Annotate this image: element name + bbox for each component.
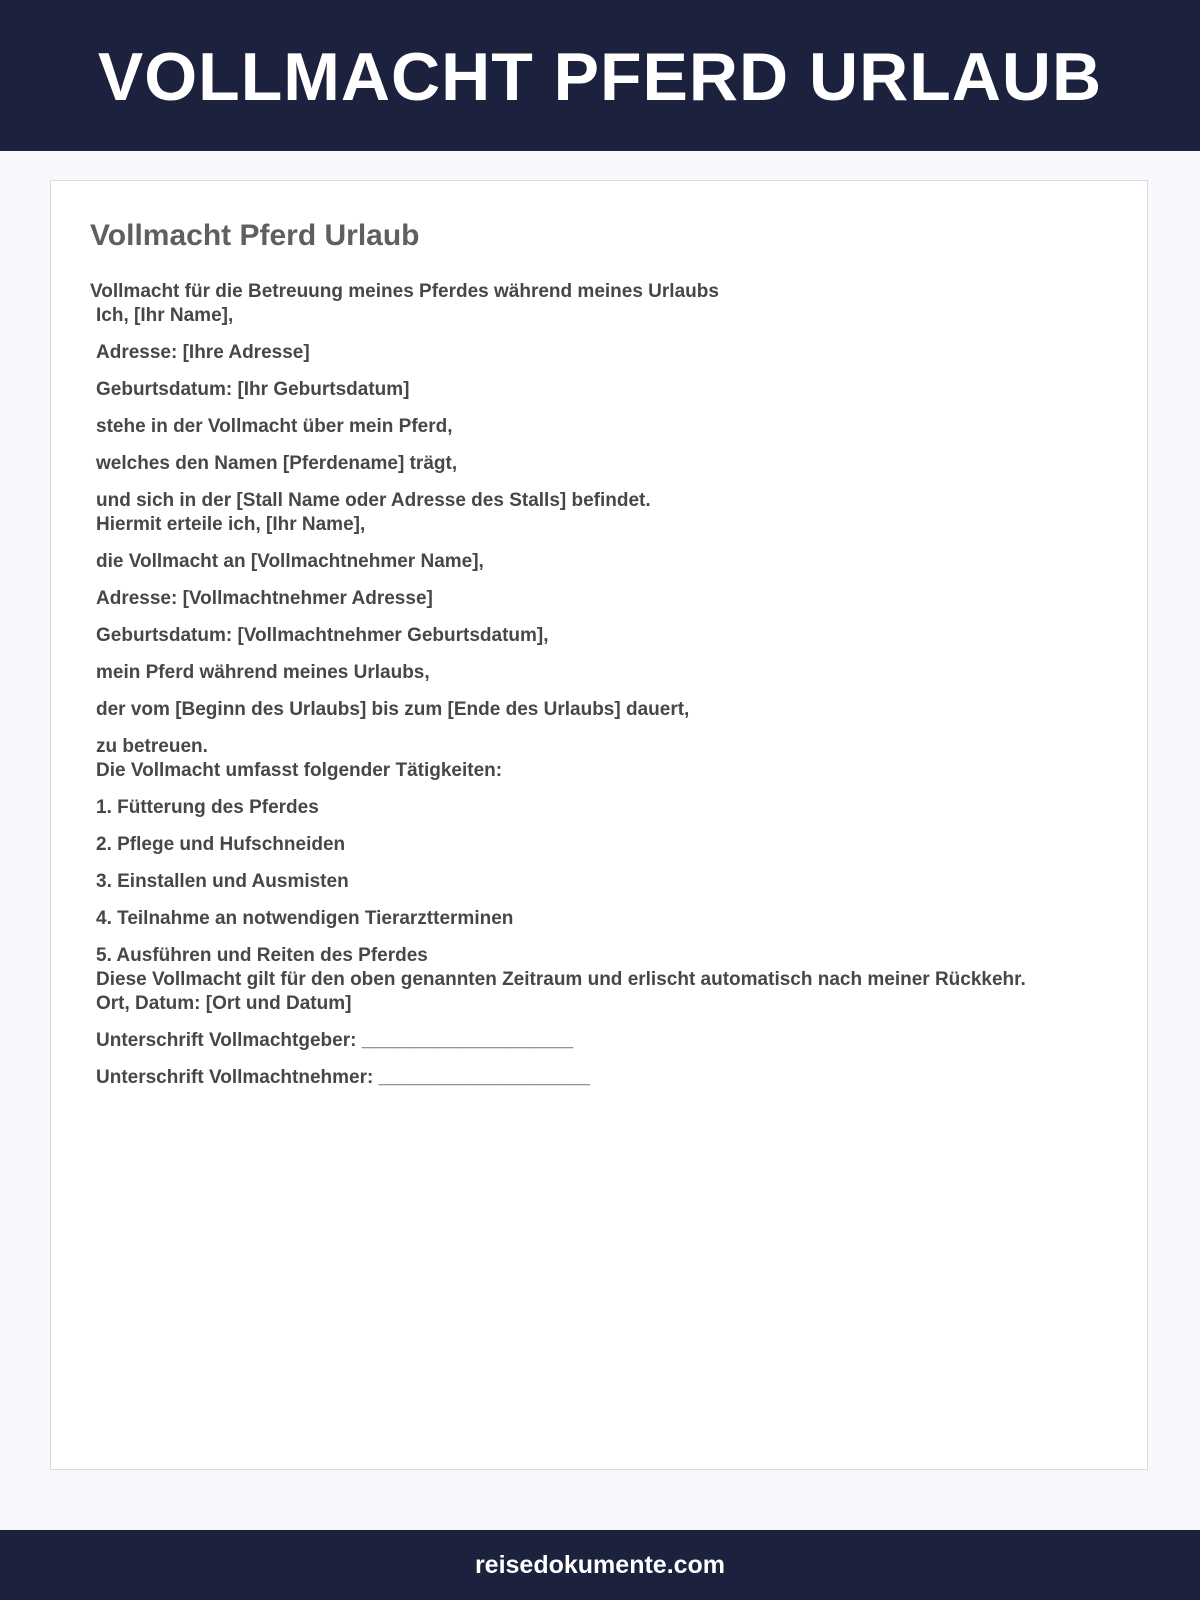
text-line: und sich in der [Stall Name oder Adresse des Stalls] befindet. — [96, 490, 651, 511]
footer-bar — [0, 1530, 1200, 1600]
header-banner — [0, 0, 1200, 151]
banner-title: VOLLMACHT PFERD URLAUB — [97, 38, 1103, 115]
text-line: stehe in der Vollmacht über mein Pferd, — [96, 416, 453, 437]
text-line: Adresse: [Ihre Adresse] — [96, 342, 310, 363]
section-activities — [90, 759, 1120, 968]
section-validity — [90, 968, 1120, 992]
text-line: der vom [Beginn des Urlaubs] bis zum [Ende des Urlaubs] dauert, — [96, 699, 690, 720]
text-line: Adresse: [Vollmachtnehmer Adresse] — [96, 588, 433, 609]
list-item: 3. Einstallen und Ausmisten — [96, 871, 349, 892]
section-grantee — [90, 513, 1120, 759]
text-line: Diese Vollmacht gilt für den oben genannten Zeitraum und erlischt automatisch nach meiner Rückkehr. — [96, 969, 1026, 990]
list-item: 1. Fütterung des Pferdes — [96, 797, 319, 818]
list-item: 4. Teilnahme an notwendigen Tierarztterminen — [96, 908, 514, 929]
document-card — [50, 180, 1148, 1470]
text-line: die Vollmacht an [Vollmachtnehmer Name], — [96, 551, 484, 572]
document-subtitle: Vollmacht für die Betreuung meines Pferdes während meines Urlaubs — [90, 281, 719, 302]
section-grantor — [90, 304, 1120, 513]
document-heading: Vollmacht Pferd Urlaub — [90, 219, 420, 252]
text-line: Die Vollmacht umfasst folgender Tätigkeiten: — [96, 760, 503, 781]
text-line: Ich, [Ihr Name], — [96, 305, 234, 326]
grantor-signature-line: Unterschrift Vollmachtgeber: ____________________ — [96, 1030, 574, 1051]
place-date-line: Ort, Datum: [Ort und Datum] — [96, 993, 352, 1014]
document-body — [90, 280, 1120, 1090]
text-line: Geburtsdatum: [Vollmachtnehmer Geburtsdatum], — [96, 625, 549, 646]
text-line: zu betreuen. — [96, 736, 208, 757]
list-item: 5. Ausführen und Reiten des Pferdes — [96, 945, 428, 966]
section-signatures — [90, 992, 1120, 1090]
footer-site-link[interactable]: reisedokumente.com — [474, 1550, 726, 1579]
text-line: welches den Namen [Pferdename] trägt, — [96, 453, 458, 474]
grantee-signature-line: Unterschrift Vollmachtnehmer: ____________________ — [96, 1067, 590, 1088]
list-item: 2. Pflege und Hufschneiden — [96, 834, 346, 855]
text-line: mein Pferd während meines Urlaubs, — [96, 662, 430, 683]
text-line: Hiermit erteile ich, [Ihr Name], — [96, 514, 366, 535]
text-line: Geburtsdatum: [Ihr Geburtsdatum] — [96, 379, 410, 400]
